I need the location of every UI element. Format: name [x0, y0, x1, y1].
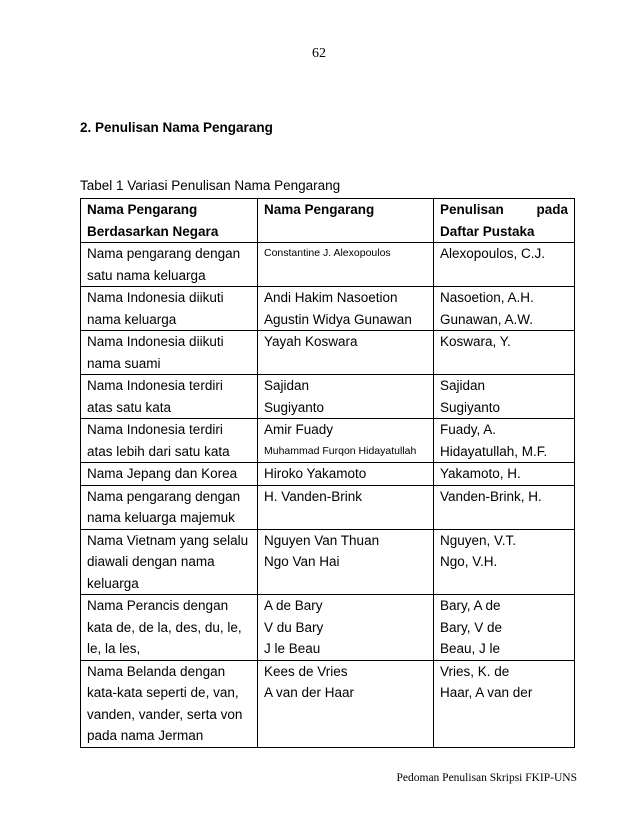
cell-category: Nama pengarang dengan satu nama keluarga [81, 243, 258, 287]
author-name: Andi Hakim Nasoetion [264, 290, 398, 305]
cell-category: Nama pengarang dengan nama keluarga majemuk [81, 485, 258, 529]
author-name: Sajidan [264, 378, 310, 393]
cell-citations [434, 660, 575, 747]
citation-form: Koswara, Y. [440, 334, 511, 349]
citation-form: Fuady, A. [440, 422, 497, 437]
author-name: A van der Haar [264, 685, 355, 700]
author-name: H. Vanden-Brink [264, 488, 363, 504]
citation-form: Gunawan, A.W. [440, 311, 534, 327]
cell-author-names [258, 375, 434, 419]
table-caption: Tabel 1 Variasi Penulisan Nama Pengarang [80, 178, 341, 193]
citation-form: Yakamoto, H. [440, 466, 521, 481]
table-row [81, 331, 575, 375]
cell-category: Nama Indonesia diikuti nama keluarga [81, 287, 258, 331]
author-name: J le Beau [264, 641, 321, 656]
table-row [81, 463, 575, 486]
table-row [81, 243, 575, 287]
author-name: Yayah Koswara [264, 334, 358, 349]
cell-author-names [258, 660, 434, 747]
cell-author-names [258, 485, 434, 529]
table-row [81, 419, 575, 463]
table-row [81, 375, 575, 419]
table-body [81, 243, 575, 748]
table-header-row [81, 199, 575, 243]
header-bibliography-line2: Daftar Pustaka [440, 223, 535, 239]
table-row [81, 529, 575, 595]
cell-author-names [258, 419, 434, 463]
citation-form: Beau, J le [440, 641, 501, 656]
author-name: Nguyen Van Thuan [264, 532, 380, 548]
author-name: Agustin Widya Gunawan [264, 311, 412, 327]
cell-category: Nama Indonesia terdiri atas satu kata [81, 375, 258, 419]
citation-form: Sugiyanto [440, 399, 501, 415]
table-row [81, 287, 575, 331]
author-name: Kees de Vries [264, 663, 348, 679]
citation-form: Vanden-Brink, H. [440, 488, 542, 504]
cell-category: Nama Vietnam yang selalu diawali dengan nama keluarga [81, 529, 258, 595]
author-name: Amir Fuady [264, 422, 334, 437]
author-name: Sugiyanto [264, 399, 325, 415]
citation-form: Haar, A van der [440, 685, 533, 700]
citation-form: Vries, K. de [440, 663, 510, 679]
header-word-pada: pada [536, 202, 568, 217]
header-bibliography-line1 [440, 199, 568, 221]
cell-category: Nama Belanda dengan kata-kata seperti de, van, vanden, vander, serta von pada nama Jerman [81, 660, 258, 747]
cell-author-names [258, 331, 434, 375]
citation-form: Alexopoulos, C.J. [440, 246, 546, 261]
section-heading: 2. Penulisan Nama Pengarang [80, 120, 273, 135]
citation-form: Bary, V de [440, 619, 503, 635]
cell-citations [434, 529, 575, 595]
author-name: Constantine J. Alexopoulos [264, 247, 391, 259]
cell-category: Nama Perancis dengan kata de, de la, des, du, le, le, la les, [81, 595, 258, 661]
cell-author-names [258, 463, 434, 486]
table-row [81, 485, 575, 529]
header-author-name: Nama Pengarang [258, 199, 434, 243]
author-name: V du Bary [264, 619, 324, 635]
author-name: Muhammad Furqon Hidayatullah [264, 444, 417, 457]
cell-citations [434, 243, 575, 287]
cell-author-names [258, 595, 434, 661]
page-number: 62 [312, 46, 326, 61]
cell-category: Nama Indonesia diikuti nama suami [81, 331, 258, 375]
cell-citations [434, 419, 575, 463]
citation-form: Hidayatullah, M.F. [440, 443, 548, 459]
header-country: Nama Pengarang Berdasarkan Negara [81, 199, 258, 243]
table-row [81, 595, 575, 661]
cell-citations [434, 331, 575, 375]
cell-author-names [258, 243, 434, 287]
author-name-table [80, 198, 575, 748]
author-name: Hiroko Yakamoto [264, 466, 367, 481]
citation-form: Sajidan [440, 378, 486, 393]
page-footer: Pedoman Penulisan Skripsi FKIP-UNS [396, 772, 577, 784]
cell-citations [434, 375, 575, 419]
author-name: A de Bary [264, 598, 323, 613]
header-bibliography-form [434, 199, 575, 243]
citation-form: Nasoetion, A.H. [440, 290, 534, 305]
cell-author-names [258, 287, 434, 331]
citation-form: Nguyen, V.T. [440, 532, 517, 548]
cell-category: Nama Jepang dan Korea [81, 463, 258, 486]
header-word-penulisan: Penulisan [440, 202, 504, 217]
author-name: Ngo Van Hai [264, 554, 340, 569]
cell-citations [434, 287, 575, 331]
citation-form: Ngo, V.H. [440, 554, 498, 569]
table-row [81, 660, 575, 747]
cell-citations [434, 595, 575, 661]
citation-form: Bary, A de [440, 598, 501, 613]
cell-citations [434, 485, 575, 529]
cell-category: Nama Indonesia terdiri atas lebih dari satu kata [81, 419, 258, 463]
cell-author-names [258, 529, 434, 595]
cell-citations [434, 463, 575, 486]
